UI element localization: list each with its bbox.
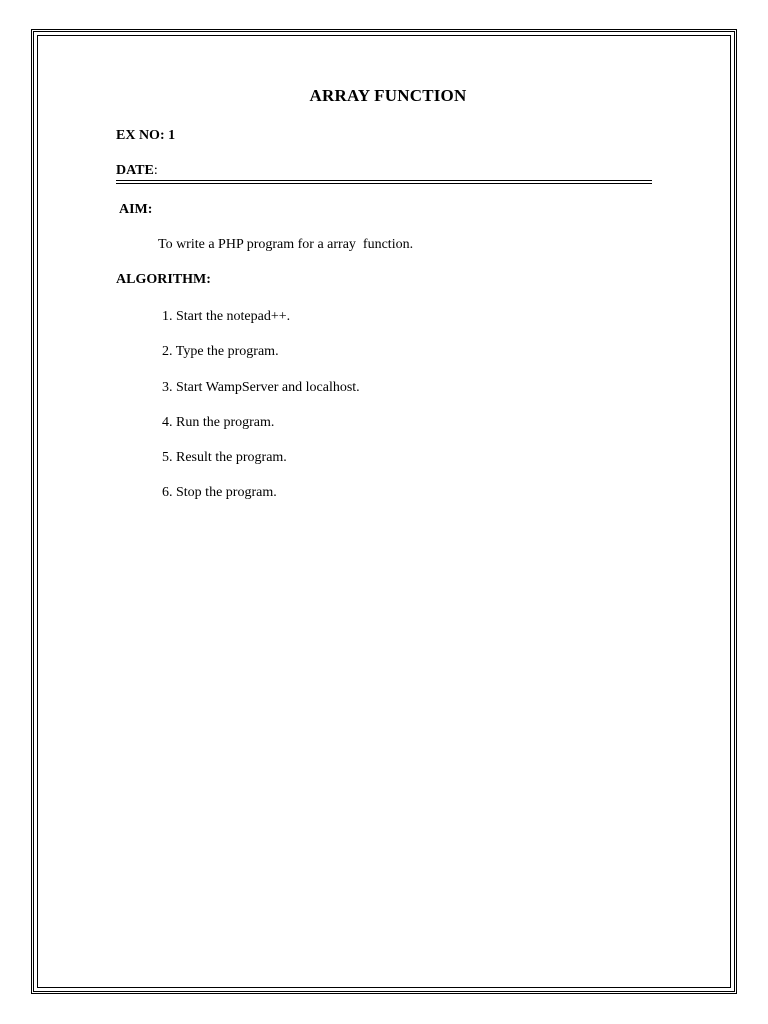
algorithm-step: 1. Start the notepad++. <box>162 309 291 324</box>
aim-text: To write a PHP program for a array function. <box>158 237 414 252</box>
algorithm-step: 3. Start WampServer and localhost. <box>162 379 360 395</box>
date-field <box>116 163 158 179</box>
algorithm-step: 2. Type the program. <box>162 344 279 360</box>
date-label: DATE <box>116 163 154 178</box>
algorithm-step: 4. Run the program. <box>162 414 275 430</box>
algorithm-step: 6. Stop the program. <box>162 485 277 501</box>
exercise-number: EX NO: 1 <box>116 128 176 143</box>
algorithm-step: 5. Result the program. <box>162 450 287 466</box>
date-colon: : <box>153 163 158 178</box>
algorithm-steps <box>162 308 360 520</box>
aim-heading: AIM: <box>119 202 153 217</box>
algorithm-heading: ALGORITHM: <box>116 272 211 287</box>
page-title: ARRAY FUNCTION <box>309 86 467 105</box>
header-divider <box>116 180 652 184</box>
